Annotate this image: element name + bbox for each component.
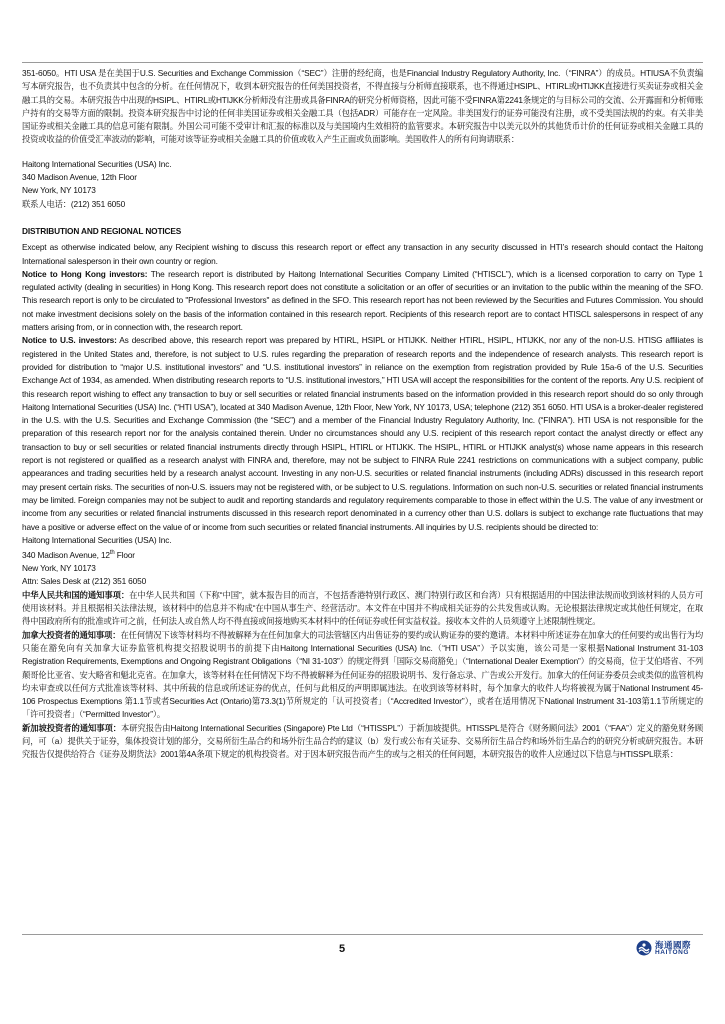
prc-notice [22, 589, 703, 629]
address-line: New York, NY 10173 [22, 563, 96, 574]
canada-notice [22, 629, 703, 722]
notice-text: 在任何情况下该等材料均不得被解释为在任何加拿大的司法管辖区内出售证券的要约或认购证券的要约邀请。本材料中所述证券在加拿大的任何要约或出售行为均只能在豁免向有关加拿大证券监管机构提交招股说明书的前提下由Haitong International Securities (USA) Inc.（“HTI USA”）予以实施，该公司是一家根据National Instrument 31-103 Registration Requirements, Exemptions and Ongoing Registrant Obligations（“NI 31-103”）的规定得到「国际交易商豁免」（“International Dealer Exemption”）的交易商，位于艾伯塔省、不列颠哥伦比亚省、安大略省和魁北克省。在加拿大，该等材料在任何情况下均不得被解释为任何证券的招股说明书、发行备忘录、广告或公开发行。加拿大的任何证券委员会或类似的监管机构均未审查或以任何方式批准该等材料、其中所载的信息或所述证券的优点，任何与此相反的声明即属违法。在收到该等材料时，每个加拿大的收件人均将被视为属于National Instrument 45-106 Prospectus Exemptions 第1.1节或者Securities Act (Ontario)第73.3(1)节所规定的「认可投资者」（“Accredited Investor”），或者在适用情况下National Instrument 31-103第1.1节所规定的「许可投资者」（“Permitted Investor”）。 [22, 629, 703, 720]
address-phone: 联系人电话：(212) 351 6050 [22, 198, 126, 209]
header-rule [22, 62, 703, 63]
address-line: Haitong International Securities (USA) Inc. [22, 534, 172, 545]
notice-text: As described above, this research report was prepared by HTIRL, HSIPL or HTIJKK. Neither HTIRL, HSIPL, HTIJKK, nor any of the non-U.S. HTISG affiliates is registered in the United States and, therefore, is not subject to U.S. rules regarding the preparation of research reports and the independence of research analysts. This research report is provided for distribution to “major U.S. institutional investors” and “U.S. institutional investors” in reliance on the exemption from registration provided by Rule 15a-6 of the U.S. Securities Exchange Act of 1934, as amended. When distributing research reports to “U.S. institutional investors,” HTI USA will accept the responsibilities for the content of the reports. Any U.S. recipient of this research report wishing to effect any transaction to buy or sell securities or related financial instruments based on the information provided in this research report should do so only through Haitong International Securities (USA) Inc. (“HTI USA”), located at 340 Madison Avenue, 12th Floor, New York, NY 10173, USA; telephone (212) 351 6050. HTI USA is a broker-dealer registered in the U.S. with the U.S. Securities and Exchange Commission (the “SEC”) and a member of the Financial Industry Regulatory Authority, Inc. (“FINRA”). HTI USA is not responsible for the preparation of this research report nor for the analysis contained therein. Under no circumstances should any U.S. recipient of this research report contact the analyst directly or effect any transaction to buy or sell securities or related financial instruments directly through HSIPL, HTIRL or HTIJKK. The HSIPL, HTIRL or HTIJKK analyst(s) whose name appears in this research report is not registered or qualified as a research analyst with FINRA and, therefore, may not be subject to FINRA Rule 2241 restrictions on communications with a subject company, public appearances and trading securities held by a research analyst account. Investing in any non-U.S. securities or related financial instruments (including ADRs) discussed in this research report may present certain risks. The securities of non-U.S. issuers may not be registered with, or be subject to U.S. regulations. Information on such non-U.S. securities or related financial instruments may be limited. Foreign companies may not be subject to audit and reporting standards and regulatory requirements comparable to those in effect within the U.S. The value of any investment or income from any securities or related financial instruments discussed in this research report denominated in a currency other than U.S. dollars is subject to exchange rate fluctuations that may have a positive or adverse effect on the value of or income from such securities or related financial instruments. All inquiries by U.S. recipients should be directed to: [22, 335, 703, 532]
haitong-logo-icon [636, 940, 652, 956]
address-line: Haitong International Securities (USA) Inc. [22, 158, 172, 169]
notice-text: 本研究报告由Haitong International Securities (Singapore) Pte Ltd（“HTISSPL”）于新加坡提供。HTISSPL是符合《财务顾问法》2001（“FAA”）定义的豁免财务顾问，可（a）提供关于证券，集体投资计划的部分，交易所衍生品合约和场外衍生品合约的建议（b）发行或公布有关证券、交易所衍生品合约和场外衍生品合约的研究分析或研究报告。本研究报告仅提供给符合《证券及期货法》2001第4A条项下规定的机构投资者。对于因本研究报告而产生的或与之相关的任何问题，本研究报告的收件人应通过以下信息与HTISSPL联系： [22, 722, 703, 760]
address-line: 340 Madison Avenue, 12th Floor [22, 172, 137, 183]
logo-text-cn: 海通國際 [655, 941, 692, 951]
footer-rule [22, 934, 703, 935]
distribution-intro: Except as otherwise indicated below, any Recipient wishing to discuss this research report or effect any transaction in any security discussed in HTI’s research should contact the Haitong International salesperson in their own country or region. [22, 242, 703, 266]
notice-label: 新加坡投资者的通知事项： [22, 722, 121, 733]
notice-label: Notice to U.S. investors: [22, 335, 117, 346]
address-line: 340 Madison Avenue, 12th Floor [22, 549, 135, 560]
address-line: New York, NY 10173 [22, 185, 96, 196]
page-number: 5 [338, 943, 346, 955]
section-title: DISTRIBUTION AND REGIONAL NOTICES [22, 225, 182, 236]
document-body [22, 67, 703, 762]
notice-text: 在中华人民共和国（下称“中国”，就本报告目的而言，不包括香港特别行政区、澳门特别行政区和台湾）只有根据适用的中国法律法规而收到该材料的人员方可使用该材料。并且根据相关法律法规，该材料中的信息并不构成“在中国从事生产、经营活动”。本文件在中国并不构成相关证券的公共发售或认购。无论根据法律规定或其他任何规定，在取得中国政府所有的批准或许可之前，任何法人或自然人均不得直接或间接地购买本材料中的任何证券或任何实益权益。接收本文件的人员须遵守上述限制性规定。 [22, 589, 703, 627]
notice-label: 加拿大投资者的通知事项： [22, 629, 121, 640]
notice-text: The research report is distributed by Haitong International Securities Company Limited (“HTISCL”), which is a licensed corporation to carry on Type 1 regulated activity (dealing in securities) in Hong Kong. This research report does not constitute a solicitation or an offer of securities or an invitation to the public within the meaning of the SFO. This research report is only to be circulated to "Professional Investors" as defined in the SFO. This research report has not been reviewed by the Securities and Futures Commission. You should not make investment decisions solely on the basis of the information contained in this research report. Recipients of this research report are to contact HTISCL salespersons in respect of any matters arising from, or in connection with, the research report. [22, 268, 703, 333]
address-attn: Attn: Sales Desk at (212) 351 6050 [22, 576, 147, 587]
notice-label: 中华人民共和国的通知事项： [22, 589, 130, 600]
us-notice [22, 334, 703, 533]
logo-text-en: HAITONG [655, 949, 690, 956]
hong-kong-notice [22, 268, 703, 334]
haitong-logo [636, 938, 708, 960]
notice-label: Notice to Hong Kong investors: [22, 268, 148, 279]
us-contact-address [22, 534, 703, 589]
singapore-notice [22, 722, 703, 762]
us-notice-cn: 351-6050。HTI USA 是在美国于U.S. Securities and Exchange Commission（“SEC”）注册的经纪商，也是Financial Industry Regulatory Authority, Inc.（“FINRA”）的成员。HTIUSA不负责编写本研究报告，也不负责其中包含的分析。在任何情况下，收到本研究报告的任何美国投资者，不得直接与分析师直接联系，也不得通过HSIPL、HTIRL或HTIJKK直接进行买卖证券或相关金融工具的交易。本研究报告中出现的HSIPL、HTIRL或HTIJKK分析师没有注册或具备FINRA的研究分析师资格，因此可能不受FINRA第2241条规定的与目标公司的交流、公开露面和分析师账户持有的交易等方面的限制。投资本研究报告中讨论的任何非美国证券或相关金融工具（包括ADR）可能存在一定风险。非美国发行的证券可能没有注册，或不受美国法规的约束。有关非美国证券或相关金融工具的信息可能有限制。外国公司可能不受审计和汇报的标准以及与美国境内生效相符的监管要求。本研究报告中以美元以外的其他货币计价的任何证券或相关金融工具的投资或收益的价值受汇率波动的影响，可能对该等证券或相关金融工具的价值或收入产生正面或负面影响。美国收件人的所有问询请联系： [22, 68, 703, 145]
us-contact-address-cn [22, 158, 703, 211]
